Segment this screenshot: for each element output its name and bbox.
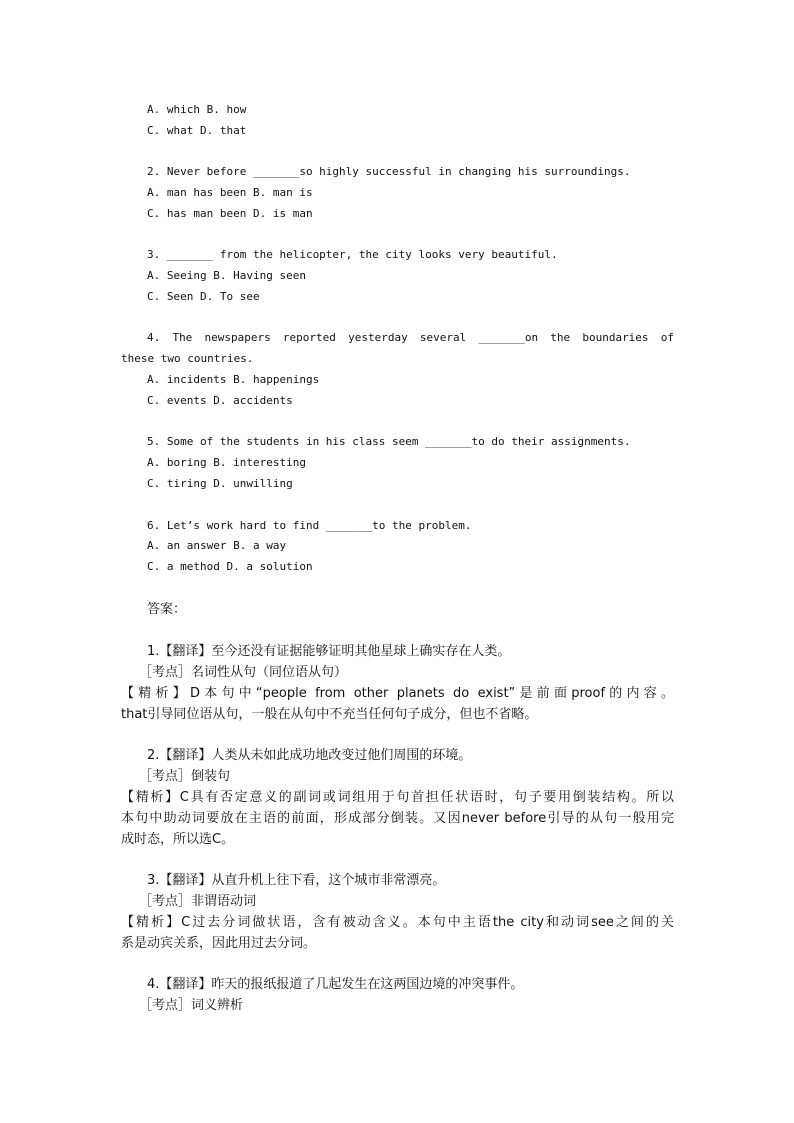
q6-options-ab: A. an answer B. a way: [147, 539, 287, 552]
q4-options-ab: A. incidents B. happenings: [147, 373, 320, 386]
a2-translation: 2.【翻译】人类从未如此成功地改变过他们周围的环境。: [147, 748, 472, 763]
q2-options-cd: C. has man been D. is man: [147, 207, 313, 220]
q1-options-cd: C. what D. that: [147, 124, 247, 137]
q4-options-cd: C. events D. accidents: [147, 394, 293, 407]
q2-stem: 2. Never before _______so highly successful in changing his surroundings.: [147, 165, 631, 178]
a2-analysis-line2: 本句中助动词要放在主语的前面，形成部分倒装。又因never before引导的从句一般用完: [121, 811, 674, 826]
a2-analysis-line1: 【精析】C具有否定意义的副词或词组用于句首担任状语时，句子要用倒装结构。所以: [121, 790, 674, 805]
q6-stem: 6. Let’s work hard to find _______to the problem.: [147, 519, 472, 532]
a3-point: ［考点］非谓语动词: [139, 894, 257, 909]
a4-point: ［考点］词义辨析: [139, 998, 244, 1013]
q3-options-ab: A. Seeing B. Having seen: [147, 269, 306, 282]
a1-analysis-line2: that引导同位语从句，一般在从句中不充当任何句子成分，但也不省略。: [121, 707, 538, 722]
a3-analysis-line1: 【精析】C过去分词做状语，含有被动含义。本句中主语the city和动词see之间的关: [121, 915, 674, 930]
q3-options-cd: C. Seen D. To see: [147, 290, 260, 303]
q1-options-ab: A. which B. how: [147, 103, 247, 116]
q4-stem-line1: 4. The newspapers reported yesterday several _______on the boundaries of: [147, 331, 674, 344]
q5-options-ab: A. boring B. interesting: [147, 456, 306, 469]
a2-analysis-line3: 成时态，所以选C。: [121, 832, 235, 847]
q2-options-ab: A. man has been B. man is: [147, 186, 313, 199]
a4-translation: 4.【翻译】昨天的报纸报道了几起发生在这两国边境的冲突事件。: [147, 977, 524, 992]
a3-analysis-line2: 系是动宾关系，因此用过去分词。: [121, 936, 317, 951]
a2-point: ［考点］倒装句: [139, 769, 231, 784]
a1-analysis-line1: 【精析】D本句中“people from other planets do exist”是前面proof的内容。: [121, 686, 674, 701]
q6-options-cd: C. a method D. a solution: [147, 560, 313, 573]
q5-stem: 5. Some of the students in his class seem _______to do their assignments.: [147, 435, 631, 448]
a1-point: ［考点］名词性从句（同位语从句）: [139, 665, 348, 680]
a3-translation: 3.【翻译】从直升机上往下看，这个城市非常漂亮。: [147, 873, 446, 888]
answers-heading: 答案：: [147, 602, 187, 617]
q4-stem-line2: these two countries.: [121, 352, 254, 365]
a1-translation: 1.【翻译】至今还没有证据能够证明其他星球上确实存在人类。: [147, 644, 511, 659]
q5-options-cd: C. tiring D. unwilling: [147, 477, 293, 490]
q3-stem: 3. _______ from the helicopter, the city looks very beautiful.: [147, 248, 558, 261]
